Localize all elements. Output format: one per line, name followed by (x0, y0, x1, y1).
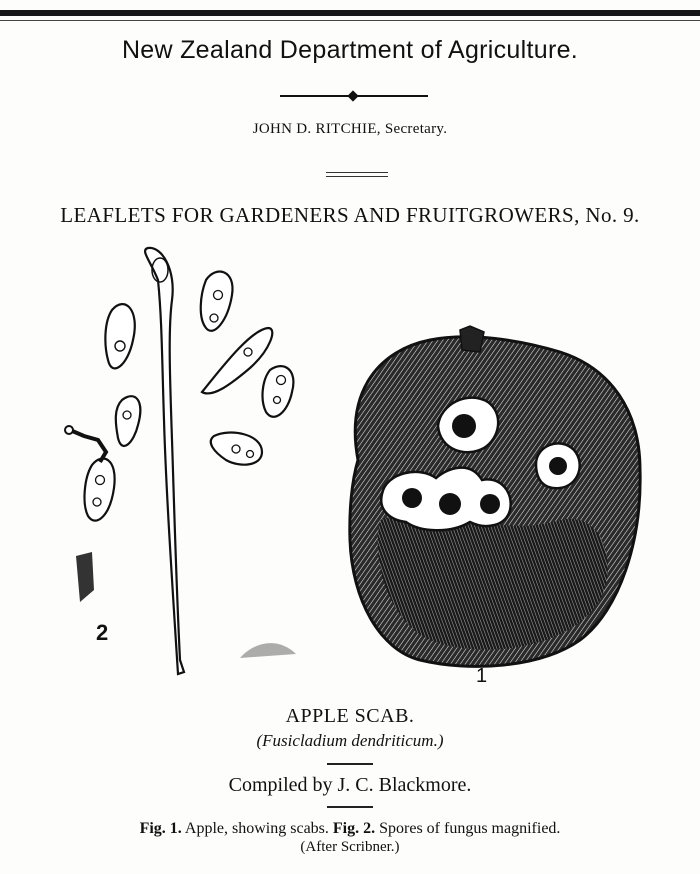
series-title: LEAFLETS FOR GARDENERS AND FRUITGROWERS, No. 9. (60, 203, 640, 227)
figure-1-number: 1 (476, 665, 488, 687)
spores-figure (65, 248, 296, 674)
fig1-label: Fig. 1. (139, 820, 182, 837)
department-title: New Zealand Department of Agriculture. (121, 36, 579, 64)
ornamental-divider (280, 92, 428, 100)
top-border-thin-rule (0, 20, 700, 21)
fig2-label: Fig. 2. (332, 820, 376, 837)
figure-caption (0, 820, 700, 838)
illustration (0, 240, 700, 690)
compiled-prefix: Compiled by (228, 774, 333, 796)
secretary-line: JOHN D. RITCHIE, Secretary. (252, 121, 448, 137)
caption-latin-name: (Fusicladium dendriticum.) (256, 731, 444, 750)
short-divider (326, 172, 388, 177)
attribution: (After Scribner.) (300, 839, 400, 855)
apple-figure (350, 326, 640, 666)
fig2-text: Spores of fungus magnified. (379, 820, 561, 837)
fig1-text: Apple, showing scabs. (184, 820, 329, 837)
figure-2-number: 2 (96, 620, 109, 645)
compiled-author: J. C. Blackmore. (337, 774, 472, 796)
compiled-by-line (0, 774, 700, 797)
caption-divider-2 (327, 806, 373, 808)
caption-divider-1 (327, 763, 373, 765)
top-border-rule (0, 10, 700, 16)
caption-title: APPLE SCAB. (285, 705, 415, 727)
